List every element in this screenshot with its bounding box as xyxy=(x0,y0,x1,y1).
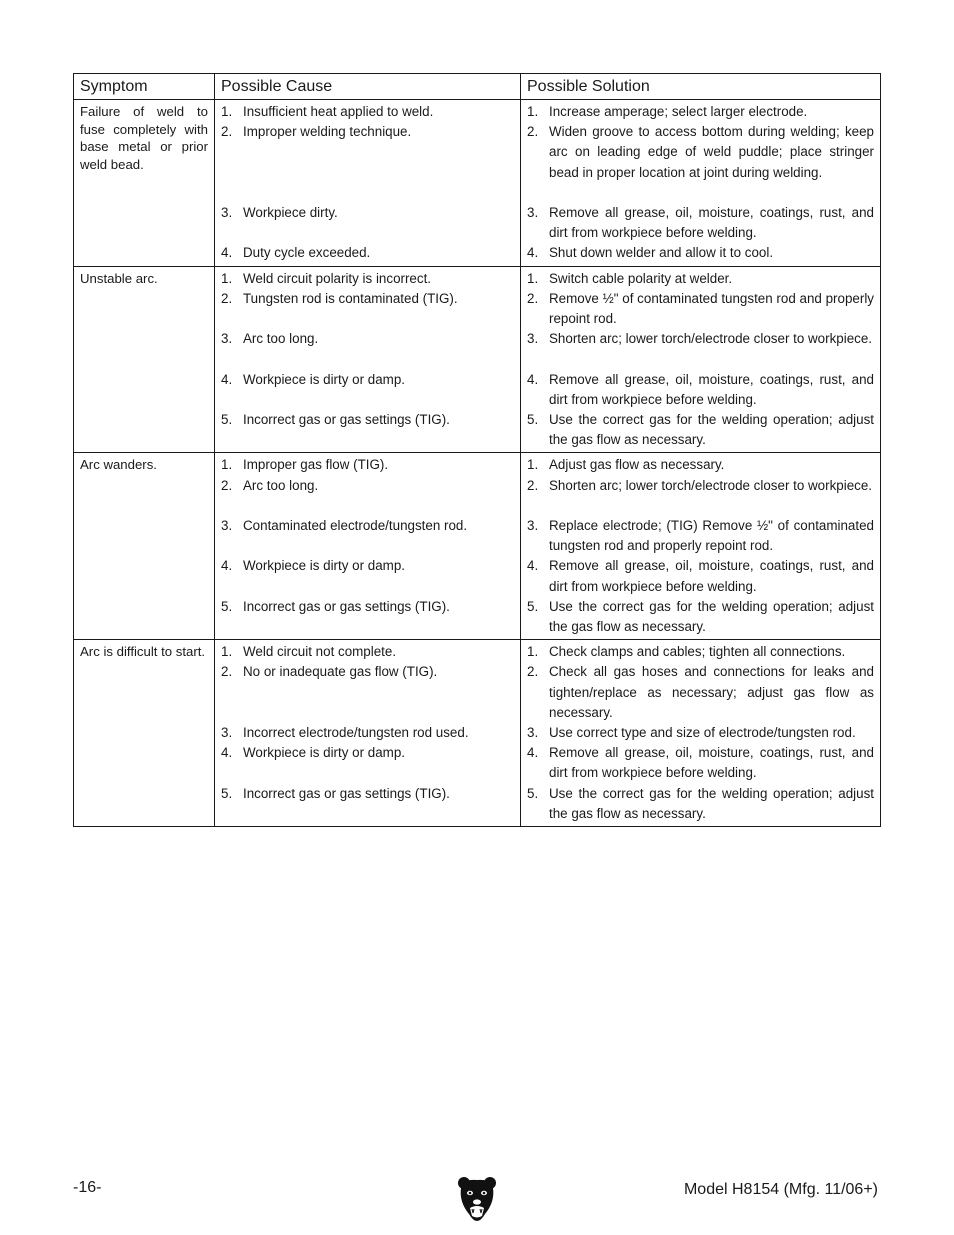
troubleshooting-table xyxy=(73,73,881,827)
list-item: 2. Improper welding technique. xyxy=(221,122,514,203)
solution-text: Increase amperage; select larger electrode. xyxy=(549,104,808,119)
solution-text: Check clamps and cables; tighten all connections. xyxy=(549,644,846,660)
list-item: 1. Insufficient heat applied to weld. xyxy=(221,102,514,122)
list-item: 5. Incorrect gas or gas settings (TIG). xyxy=(221,597,514,637)
list-item: 4. Remove all grease, oil, moisture, coatings, rust, and dirt from workpiece before welding. xyxy=(527,370,874,410)
list-item: 3. Arc too long. xyxy=(221,329,514,369)
bear-head-icon xyxy=(457,1176,497,1222)
header-possible-solution: Possible Solution xyxy=(521,74,881,100)
model-info: Model H8154 (Mfg. 11/06+) xyxy=(683,1181,878,1198)
list-item: 3. Contaminated electrode/tungsten rod. xyxy=(221,516,514,556)
solution-text: Shorten arc; lower torch/electrode closer to workpiece. xyxy=(549,477,873,493)
list-item: 3. Remove all grease, oil, moisture, coatings, rust, and dirt from workpiece before welding. xyxy=(527,203,874,243)
list-item: 4. Duty cycle exceeded. xyxy=(221,243,514,263)
solution-text: Check all gas hoses and connections for leaks and tighten/replace as necessary; adjust gas flow as necessary. xyxy=(549,664,874,720)
solution-text: Adjust gas flow as necessary. xyxy=(549,457,725,473)
solution-text: Use correct type and size of electrode/tungsten rod. xyxy=(549,725,856,741)
cause-text: Arc too long. xyxy=(243,331,319,347)
cause-cell xyxy=(215,640,521,827)
list-item: 3. Use correct type and size of electrode/tungsten rod. xyxy=(527,723,874,743)
list-item: 3. Replace electrode; (TIG) Remove ½" of contaminated tungsten rod and properly repoint rod. xyxy=(527,516,874,556)
solution-text: Remove all grease, oil, moisture, coatings, rust, and dirt from workpiece before welding. xyxy=(549,558,874,594)
cause-text: Improper welding technique. xyxy=(243,124,412,140)
cause-text: Incorrect gas or gas settings (TIG). xyxy=(243,598,450,614)
list-item: 2. Check all gas hoses and connections for leaks and tighten/replace as necessary; adjust gas flow as necessary. xyxy=(527,662,874,723)
cause-cell xyxy=(215,266,521,453)
solution-text: Replace electrode; (TIG) Remove ½" of contaminated tungsten rod and properly repoint rod. xyxy=(549,518,874,554)
cause-text: Workpiece is dirty or damp. xyxy=(243,745,405,761)
list-item: 3. Shorten arc; lower torch/electrode closer to workpiece. xyxy=(527,329,874,369)
cause-text: Weld circuit polarity is incorrect. xyxy=(243,270,432,286)
list-item: 1. Weld circuit polarity is incorrect. xyxy=(221,269,514,289)
cause-text: Incorrect gas or gas settings (TIG). xyxy=(243,785,450,801)
list-item: 2. Tungsten rod is contaminated (TIG). xyxy=(221,289,514,329)
solution-text: Use the correct gas for the welding operation; adjust the gas flow as necessary. xyxy=(549,598,874,635)
header-possible-cause: Possible Cause xyxy=(215,74,521,100)
symptom-cell: Arc wanders. xyxy=(74,453,215,640)
list-item: 2. Widen groove to access bottom during welding; keep arc on leading edge of weld puddle; place stringer bead in proper location at joint during welding. xyxy=(527,122,874,203)
cause-text: Workpiece is dirty or damp. xyxy=(243,371,405,387)
list-item: 2. No or inadequate gas flow (TIG). xyxy=(221,662,514,723)
list-item: 4. Remove all grease, oil, moisture, coatings, rust, and dirt from workpiece before welding. xyxy=(527,743,874,783)
list-item: 3. Incorrect electrode/tungsten rod used. xyxy=(221,723,514,743)
list-item: 5. Incorrect gas or gas settings (TIG). xyxy=(221,410,514,450)
table-header-row xyxy=(74,74,881,100)
cause-text: Contaminated electrode/tungsten rod. xyxy=(243,518,468,534)
symptom-cell: Unstable arc. xyxy=(74,266,215,453)
page-number: -16- xyxy=(73,1179,102,1196)
solution-text: Remove ½" of contaminated tungsten rod and properly repoint rod. xyxy=(549,290,874,327)
solution-text: Remove all grease, oil, moisture, coatings, rust, and dirt from workpiece before welding. xyxy=(549,371,874,407)
list-item: 2. Remove ½" of contaminated tungsten rod and properly repoint rod. xyxy=(527,289,874,329)
cause-text: Workpiece dirty. xyxy=(243,205,338,220)
solution-text: Switch cable polarity at welder. xyxy=(549,270,733,286)
solution-text: Remove all grease, oil, moisture, coatings, rust, and dirt from workpiece before welding. xyxy=(549,745,874,781)
table-row xyxy=(74,640,881,827)
solution-text: Use the correct gas for the welding operation; adjust the gas flow as necessary. xyxy=(549,412,874,448)
solution-cell xyxy=(521,100,881,267)
list-item: 1. Check clamps and cables; tighten all connections. xyxy=(527,642,874,662)
cause-text: Incorrect electrode/tungsten rod used. xyxy=(243,725,469,741)
list-item: 1. Improper gas flow (TIG). xyxy=(221,455,514,475)
table-row xyxy=(74,266,881,453)
list-item: 1. Adjust gas flow as necessary. xyxy=(527,455,874,475)
symptom-cell: Failure of weld to fuse completely with base metal or prior weld bead. xyxy=(74,100,215,267)
list-item: 4. Remove all grease, oil, moisture, coatings, rust, and dirt from workpiece before welding. xyxy=(527,556,874,596)
list-item: 4. Workpiece is dirty or damp. xyxy=(221,743,514,783)
list-item: 5. Incorrect gas or gas settings (TIG). xyxy=(221,784,514,824)
list-item: 4. Workpiece is dirty or damp. xyxy=(221,370,514,410)
cause-text: Insufficient heat applied to weld. xyxy=(243,104,434,119)
solution-cell xyxy=(521,266,881,453)
list-item: 5. Use the correct gas for the welding operation; adjust the gas flow as necessary. xyxy=(527,410,874,450)
solution-text: Use the correct gas for the welding operation; adjust the gas flow as necessary. xyxy=(549,785,874,821)
table-row xyxy=(74,453,881,640)
list-item: 2. Shorten arc; lower torch/electrode closer to workpiece. xyxy=(527,476,874,516)
cause-text: Tungsten rod is contaminated (TIG). xyxy=(243,290,458,306)
list-item: 5. Use the correct gas for the welding operation; adjust the gas flow as necessary. xyxy=(527,597,874,637)
list-item: 1. Weld circuit not complete. xyxy=(221,642,514,662)
cause-text: Workpiece is dirty or damp. xyxy=(243,558,405,574)
solution-text: Remove all grease, oil, moisture, coatings, rust, and dirt from workpiece before welding. xyxy=(549,205,874,241)
list-item: 1. Increase amperage; select larger electrode. xyxy=(527,102,874,122)
solution-text: Widen groove to access bottom during welding; keep arc on leading edge of weld puddle; place stringer bead in proper location at joint during welding. xyxy=(549,124,874,180)
list-item: 2. Arc too long. xyxy=(221,476,514,516)
list-item: 4. Shut down welder and allow it to cool. xyxy=(527,243,874,263)
cause-text: Improper gas flow (TIG). xyxy=(243,457,389,473)
table-row xyxy=(74,100,881,267)
header-symptom: Symptom xyxy=(74,74,215,100)
list-item: 5. Use the correct gas for the welding operation; adjust the gas flow as necessary. xyxy=(527,784,874,824)
solution-cell xyxy=(521,640,881,827)
cause-text: Incorrect gas or gas settings (TIG). xyxy=(243,411,450,427)
list-item: 3. Workpiece dirty. xyxy=(221,203,514,243)
solution-text: Shorten arc; lower torch/electrode closer to workpiece. xyxy=(549,331,873,347)
cause-cell xyxy=(215,100,521,267)
solution-text: Shut down welder and allow it to cool. xyxy=(549,245,774,261)
cause-text: No or inadequate gas flow (TIG). xyxy=(243,664,438,680)
cause-text: Weld circuit not complete. xyxy=(243,644,397,660)
cause-text: Arc too long. xyxy=(243,477,319,493)
list-item: 1. Switch cable polarity at welder. xyxy=(527,269,874,289)
cause-text: Duty cycle exceeded. xyxy=(243,245,371,261)
solution-cell xyxy=(521,453,881,640)
cause-cell xyxy=(215,453,521,640)
list-item: 4. Workpiece is dirty or damp. xyxy=(221,556,514,596)
symptom-cell: Arc is difficult to start. xyxy=(74,640,215,827)
